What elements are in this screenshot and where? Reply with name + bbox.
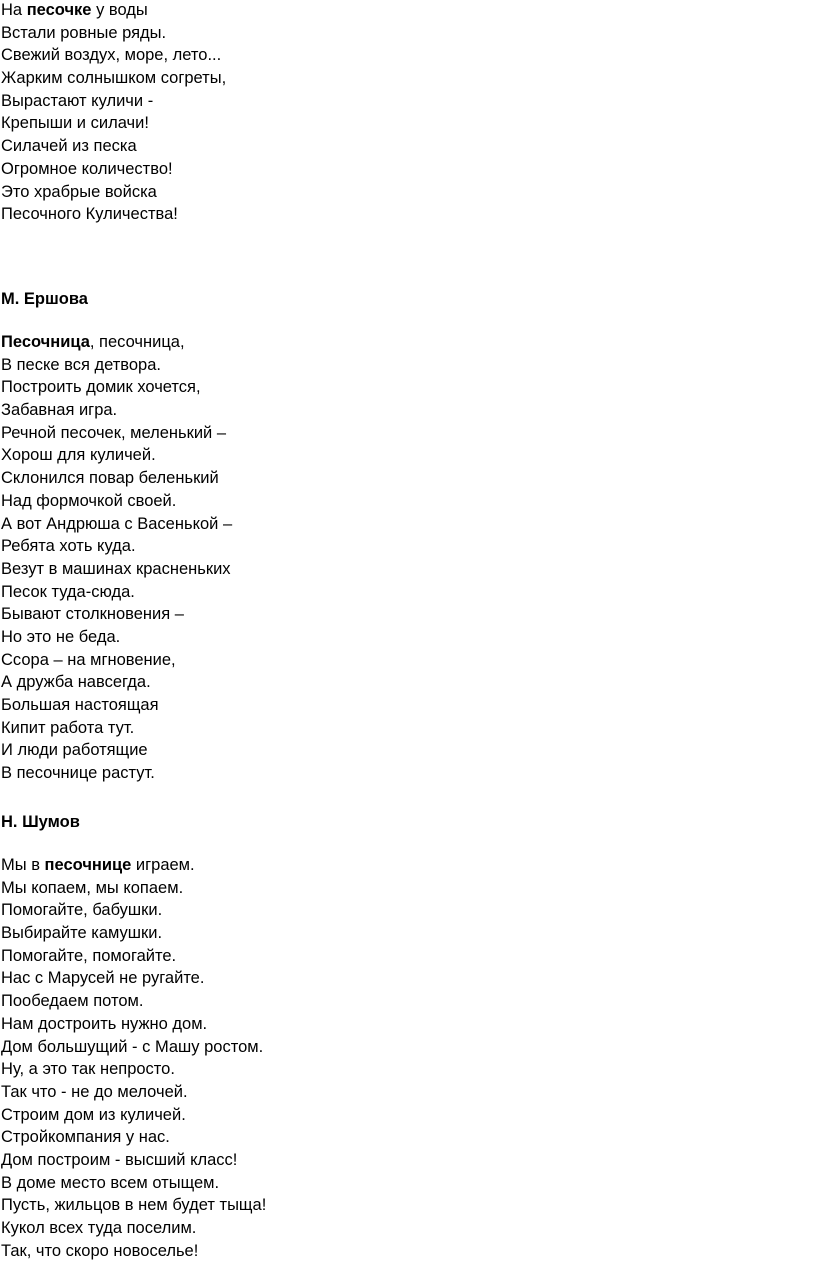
poem-line: Дом большущий - с Машу ростом. bbox=[1, 1037, 264, 1056]
poem-line: Кукол всех туда поселим. bbox=[1, 1219, 197, 1237]
first-line-text: Мы в bbox=[1, 856, 45, 874]
poem-line: Склонился повар беленький bbox=[1, 469, 219, 488]
poem-line: Пусть, жильцов в нем будет тыща! bbox=[1, 1196, 267, 1215]
first-line-text: у воды bbox=[91, 1, 148, 19]
first-line-bold-word: песочке bbox=[26, 1, 92, 19]
poem-line: Жарким солнышком согреты, bbox=[1, 69, 227, 88]
first-line-text: На bbox=[1, 1, 27, 19]
poem-line: А дружба навсегда. bbox=[1, 673, 151, 692]
poem-line: Большая настоящая bbox=[1, 696, 159, 714]
poem-line: Ссора – на мгновение, bbox=[1, 650, 176, 669]
poem-line: Забавная игра. bbox=[1, 401, 118, 420]
poem-line: Так что - не до мелочей. bbox=[1, 1082, 188, 1101]
poem-line: В песочнице растут. bbox=[1, 764, 155, 783]
poem-line: В доме место всем отыщем. bbox=[1, 1173, 220, 1192]
poem-3 bbox=[1, 854, 266, 1262]
poem-line: Хорош для куличей. bbox=[1, 446, 156, 465]
poem-line: Так, что скоро новоселье! bbox=[1, 1241, 199, 1260]
poem-line: Бывают столкновения – bbox=[1, 605, 184, 624]
author-heading: Н. Шумов bbox=[1, 813, 80, 831]
poem-line: Речной песочек, меленький – bbox=[1, 423, 227, 442]
poem-line: Песок туда-сюда. bbox=[1, 582, 135, 601]
poem-line: Песочного Куличества! bbox=[1, 205, 178, 224]
first-line-text: , песочница, bbox=[89, 333, 185, 351]
poem-line: Помогайте, бабушки. bbox=[1, 901, 163, 920]
poem-line: А вот Андрюша с Васенькой – bbox=[1, 514, 233, 533]
poem-line: Стройкомпания у нас. bbox=[1, 1128, 170, 1147]
poem-line: Ребята хоть куда. bbox=[1, 537, 136, 556]
poem-line: Встали ровные ряды. bbox=[1, 23, 167, 42]
poem-line: Силачей из песка bbox=[1, 137, 137, 156]
poem-line: Мы копаем, мы копаем. bbox=[1, 878, 184, 897]
first-line-bold-word: песочнице bbox=[44, 856, 132, 874]
poem-line: Дом построим - высший класс! bbox=[1, 1150, 238, 1169]
poem-line: Это храбрые войска bbox=[1, 182, 157, 201]
poem-line: Кипит работа тут. bbox=[1, 718, 135, 737]
poem-line: Свежий воздух, море, лето... bbox=[1, 46, 222, 65]
poem-1 bbox=[1, 0, 226, 226]
poem-line: Выбирайте камушки. bbox=[1, 924, 163, 943]
poem-1-first-line bbox=[1, 0, 226, 22]
poem-2 bbox=[1, 331, 232, 785]
poem-line: Пообедаем потом. bbox=[1, 992, 144, 1011]
poem-line: Ну, а это так непросто. bbox=[1, 1060, 175, 1079]
poem-3-first-line bbox=[1, 854, 266, 877]
poem-line: Вырастают куличи - bbox=[1, 91, 154, 110]
author-heading: М. Ершова bbox=[1, 290, 88, 308]
poem-line: Строим дом из куличей. bbox=[1, 1105, 186, 1124]
poem-line: Огромное количество! bbox=[1, 159, 173, 178]
poem-line: Над формочкой своей. bbox=[1, 491, 177, 510]
poem-line: Построить домик хочется, bbox=[1, 378, 201, 397]
poem-line: Крепыши и силачи! bbox=[1, 114, 149, 133]
poem-line: И люди работящие bbox=[1, 741, 148, 760]
first-line-bold-word: Песочница bbox=[1, 333, 90, 351]
poem-line: В песке вся детвора. bbox=[1, 355, 161, 374]
poem-2-first-line bbox=[1, 331, 232, 354]
first-line-text: играем. bbox=[131, 856, 195, 874]
poem-line: Нам достроить нужно дом. bbox=[1, 1014, 208, 1033]
poem-line: Нас с Марусей не ругайте. bbox=[1, 969, 205, 988]
poem-line: Помогайте, помогайте. bbox=[1, 946, 177, 965]
poem-line: Везут в машинах красненьких bbox=[1, 559, 231, 578]
poem-line: Но это не беда. bbox=[1, 627, 121, 646]
